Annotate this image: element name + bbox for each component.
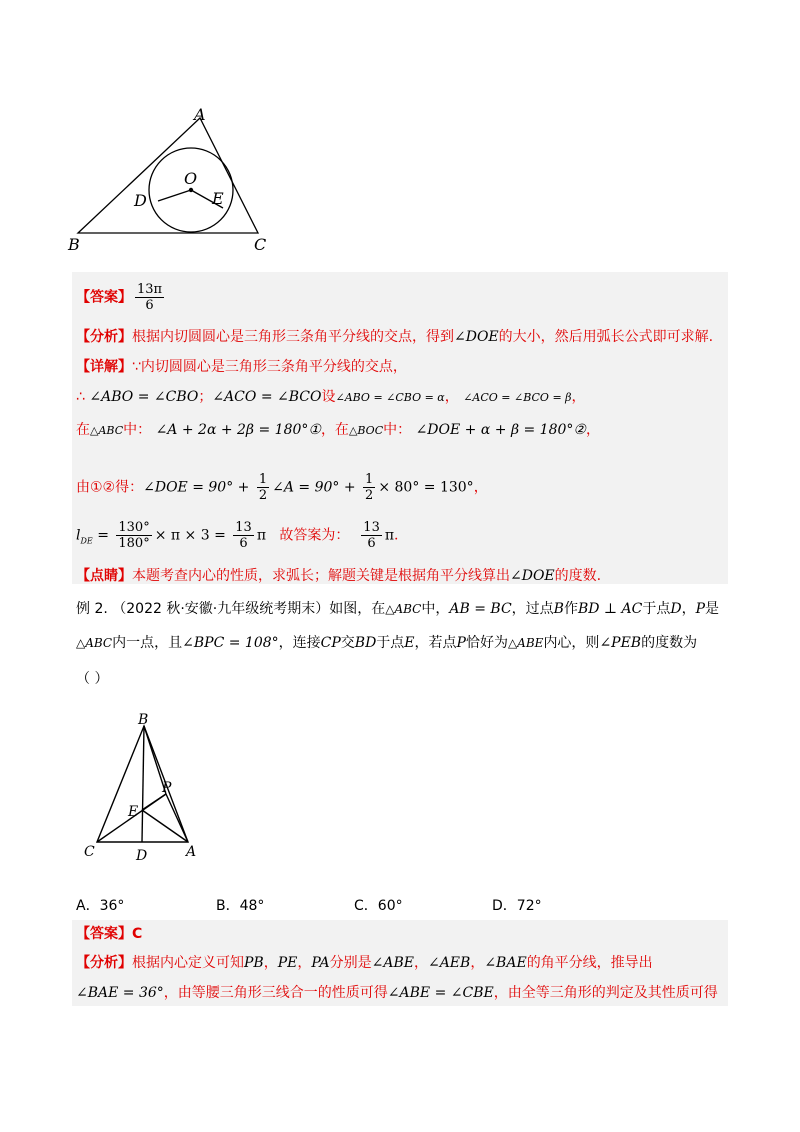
option-c[interactable]: C．60°: [354, 898, 403, 914]
label-b: B: [68, 235, 80, 254]
segment-bd: [142, 726, 144, 842]
option-d[interactable]: D．72°: [492, 898, 542, 914]
label-b-2: B: [138, 712, 149, 728]
answer-line: [76, 282, 167, 313]
detail-line: 【详解】∵内切圆圆心是三角形三条角平分线的交点，: [76, 359, 407, 375]
option-a[interactable]: A．36°: [76, 898, 125, 914]
answer-fraction: $\frac{13\pi}{6}$: [137, 282, 163, 313]
analysis-line: 【分析】根据内切圆圆心是三角形三条角平分线的交点，得到∠DOE的大小，然后用弧长公式即可求解.: [76, 329, 714, 345]
label-a: A: [194, 105, 206, 124]
label-p-2: P: [162, 780, 172, 796]
incircle-triangle-figure: [60, 100, 290, 260]
detail-line-equations: 在△ABC中： ∠A + 2α + 2β = 180°①，在△BOC中： ∠DOE + α + β = 180°②，: [76, 422, 600, 438]
isosceles-triangle-figure: [80, 708, 210, 864]
center-point-o: [189, 188, 193, 192]
label-c: C: [254, 235, 267, 254]
detail-tag: 【详解】: [76, 359, 132, 375]
label-a-2: A: [186, 844, 197, 860]
segment-od: [158, 190, 191, 201]
comment-tag: 【点睛】: [76, 568, 132, 584]
label-d-2: D: [136, 848, 148, 864]
option-b[interactable]: B．48°: [216, 898, 265, 914]
answer-tag: 【答案】: [76, 289, 132, 306]
example2-question-line3: （ ）: [76, 671, 109, 687]
label-o: O: [184, 169, 198, 188]
label-c-2: C: [84, 844, 95, 860]
analysis-tag: 【分析】: [76, 329, 132, 345]
ex2-analysis-line2: ∠BAE = 36°，由等腰三角形三线合一的性质可得∠ABE = ∠CBE，由全等三角形的判定及其性质可得: [76, 985, 718, 1001]
example2-question-line1: 例 2. （2022 秋·安徽·九年级统考期末）如图，在△ABC中，AB = BC，过点B作BD ⊥ AC于点D，P是: [76, 601, 720, 617]
label-e: E: [212, 189, 224, 208]
example2-question-line2: △ABC内一点，且∠BPC = 108°，连接CP交BD于点E，若点P恰好为△ABE内心，则∠PEB的度数为: [76, 635, 698, 651]
label-d: D: [134, 191, 147, 210]
detail-line-arc-length: $l_{DE}$ = $\frac{130^\circ}{180^\circ}$ × π × 3 = $\frac{13}{6}$ π 故答案为： $\frac{13}{6}$ π.: [76, 520, 399, 551]
ex2-answer-line: 【答案】C: [76, 926, 143, 942]
detail-line-doe: 由①②得：∠DOE = 90° + $\frac{1}{2}$ ∠A = 90° + $\frac{1}{2}$ × 80° = 130°，: [76, 472, 488, 503]
label-e-2: E: [128, 804, 139, 820]
segment-ep: [142, 794, 166, 810]
ex2-analysis-line1: 【分析】根据内心定义可知PB，PE，PA分别是∠ABE，∠AEB，∠BAE的角平分线，推导出: [76, 955, 653, 971]
comment-line: 【点睛】本题考查内心的性质，求弧长；解题关键是根据角平分线算出∠DOE的度数.: [76, 568, 602, 584]
detail-line-angles: ∴ ∠ABO = ∠CBO；∠ACO = ∠BCO设∠ABO = ∠CBO = α， ∠ACO = ∠BCO = β，: [76, 389, 586, 405]
